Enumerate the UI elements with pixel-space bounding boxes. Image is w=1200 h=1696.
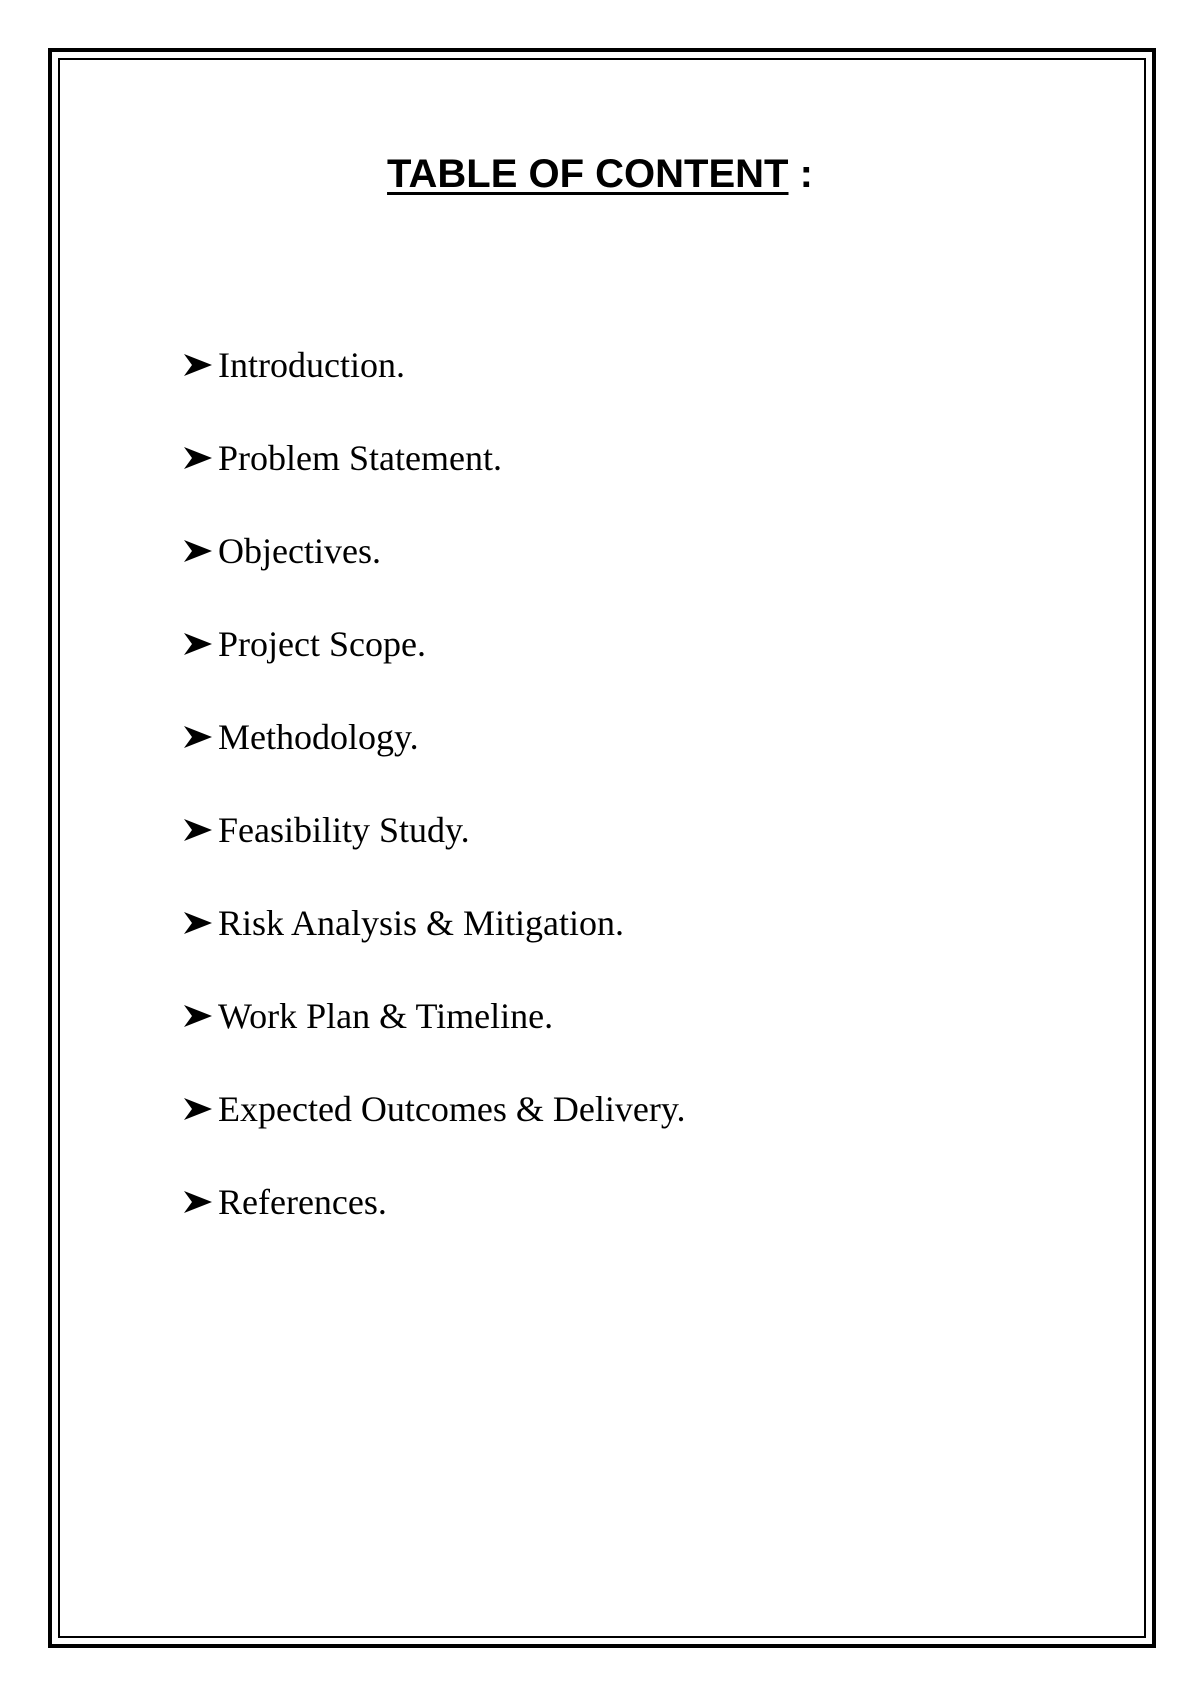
arrow-bullet-icon	[180, 998, 216, 1034]
toc-item-label: Project Scope.	[218, 623, 426, 664]
toc-item-label: Introduction.	[218, 344, 405, 385]
toc-item-risk-analysis	[180, 876, 686, 969]
toc-item-label: Objectives.	[218, 530, 381, 571]
arrow-bullet-icon	[180, 440, 216, 476]
toc-item-label: Methodology.	[218, 716, 419, 757]
toc-item-introduction	[180, 318, 686, 411]
page-title	[0, 150, 1200, 198]
arrow-bullet-icon	[180, 1091, 216, 1127]
toc-item-label: Risk Analysis & Mitigation.	[218, 902, 625, 943]
table-of-contents-list	[180, 340, 686, 1248]
toc-item-feasibility-study	[180, 783, 686, 876]
arrow-bullet-icon	[180, 626, 216, 662]
toc-item-label: Work Plan & Timeline.	[218, 995, 554, 1036]
toc-item-expected-outcomes	[180, 1062, 686, 1155]
toc-item-label: Problem Statement.	[218, 437, 502, 478]
arrow-bullet-icon	[180, 905, 216, 941]
toc-item-methodology	[180, 690, 686, 783]
arrow-bullet-icon	[180, 719, 216, 755]
toc-item-label: References.	[218, 1181, 387, 1222]
page-title-text: TABLE OF CONTENT	[387, 152, 789, 196]
toc-item-references	[180, 1155, 686, 1248]
arrow-bullet-icon	[180, 533, 216, 569]
toc-item-project-scope	[180, 597, 686, 690]
arrow-bullet-icon	[180, 812, 216, 848]
toc-item-problem-statement	[180, 411, 686, 504]
arrow-bullet-icon	[180, 1184, 216, 1220]
toc-item-work-plan	[180, 969, 686, 1062]
toc-item-label: Feasibility Study.	[218, 809, 470, 850]
toc-item-label: Expected Outcomes & Delivery.	[218, 1088, 686, 1129]
toc-item-objectives	[180, 504, 686, 597]
page-title-suffix: :	[788, 152, 813, 196]
arrow-bullet-icon	[180, 347, 216, 383]
